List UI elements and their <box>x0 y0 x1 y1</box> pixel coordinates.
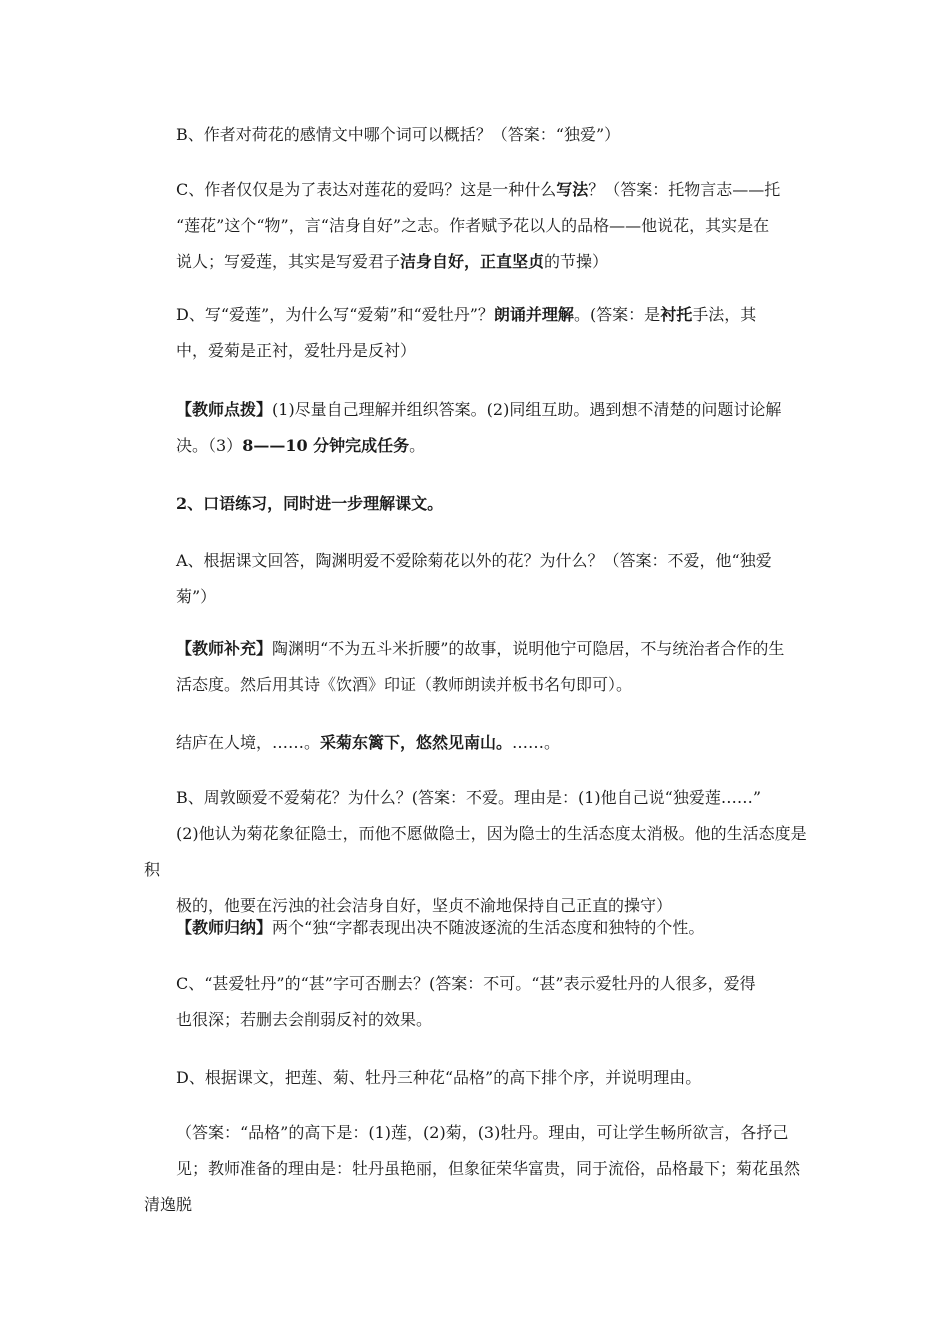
teacher-supplement <box>144 631 808 703</box>
text-run: (2)他认为菊花象征隐士，而他不愿做隐士，因为隐士的生活态度太消极。他的生活态度是积 <box>144 824 807 879</box>
text-line <box>144 117 808 153</box>
text-line <box>144 333 808 369</box>
text-line <box>144 725 808 761</box>
text-run: D、根据课文，把莲、菊、牡丹三种花“品格”的高下排个序，并说明理由。 <box>176 1068 702 1087</box>
text-run: D、写“爱莲”，为什么写“爱菊”和“爱牡丹”？ <box>176 305 494 324</box>
text-line <box>144 208 808 244</box>
text-line <box>144 1115 808 1151</box>
text-run: C、作者仅仅是为了表达对莲花的爱吗？这是一种什么 <box>176 180 557 199</box>
text-run: 也很深；若删去会削弱反衬的效果。 <box>176 1010 433 1029</box>
text-run: 陶渊明“不为五斗米折腰”的故事，说明他宁可隐居，不与统治者合作的生 <box>272 639 785 658</box>
text-run: 活态度。然后用其诗《饮酒》印证（教师朗读并板书名句即可）。 <box>176 675 633 694</box>
text-run: 极的，他要在污浊的社会洁身自好，坚贞不渝地保持自己正直的操守） <box>176 896 673 915</box>
text-line <box>144 1151 808 1223</box>
bold-text: 【教师点拨】 <box>176 400 273 419</box>
question-c <box>144 172 808 280</box>
text-line <box>144 1002 808 1038</box>
answer-d <box>144 1115 808 1223</box>
text-run: (1)尽量自己理解并组织答案。(2)同组互助。遇到想不清楚的问题讨论解 <box>272 400 782 419</box>
text-line <box>144 543 808 579</box>
text-run: A、根据课文回答，陶渊明爱不爱除菊花以外的花？为什么？（答案：不爱，他“独爱 <box>176 551 772 570</box>
bold-text: 洁身自好，正直坚贞 <box>400 252 545 271</box>
text-line <box>144 297 808 333</box>
text-run: B、周敦颐爱不爱菊花？为什么？(答案：不爱。理由是：(1)他自己说“独爱莲……” <box>176 788 762 807</box>
bold-text: 朗诵并理解 <box>493 305 574 324</box>
text-run: 。 <box>409 436 426 455</box>
bold-text: 衬托 <box>660 305 693 324</box>
teacher-summary <box>144 910 808 946</box>
text-run: （答案：“品格”的高下是：(1)莲，(2)菊，(3)牡丹。理由，可让学生畅所欲言，各抒己 <box>176 1123 789 1142</box>
bold-text: 采菊东篱下，悠然见南山。 <box>320 733 513 752</box>
bold-text: 【教师补充】 <box>176 639 273 658</box>
oral-question-a <box>144 543 808 615</box>
text-line <box>144 579 808 615</box>
teacher-tip <box>144 392 808 464</box>
text-line <box>144 392 808 428</box>
poem-quote <box>144 725 808 761</box>
text-run: 结庐在人境，……。 <box>176 733 321 752</box>
text-line <box>144 1060 808 1096</box>
text-run: 的节操） <box>544 252 609 271</box>
text-line <box>144 780 808 816</box>
text-run: 菊”） <box>176 587 217 606</box>
text-run: “莲花”这个“物”，言“洁身自好”之志。作者赋予花以人的品格——他说花，其实是在 <box>176 216 770 235</box>
bold-text: 2、口语练习，同时进一步理解课文。 <box>176 494 444 513</box>
text-line <box>144 428 808 464</box>
text-run: ……。 <box>512 733 561 752</box>
oral-question-b <box>144 780 808 924</box>
text-line <box>144 486 808 522</box>
text-line <box>144 816 808 888</box>
bold-text: 【教师归纳】 <box>176 918 273 937</box>
oral-question-c <box>144 966 808 1038</box>
section-heading <box>144 486 808 522</box>
text-run: 说人；写爱莲，其实是写爱君子 <box>176 252 401 271</box>
question-b <box>144 117 808 153</box>
text-run: C、“甚爱牡丹”的“甚”字可否删去？(答案：不可。“甚”表示爱牡丹的人很多，爱得 <box>176 974 756 993</box>
text-run: 。(答案：是 <box>573 305 661 324</box>
text-run: 中，爱菊是正衬，爱牡丹是反衬） <box>176 341 417 360</box>
text-run: B、作者对荷花的感情文中哪个词可以概括？（答案：“独爱”） <box>176 125 621 144</box>
question-d <box>144 297 808 369</box>
text-line <box>144 667 808 703</box>
text-run: 决。（3） <box>176 436 243 455</box>
oral-question-d <box>144 1060 808 1096</box>
text-line <box>144 631 808 667</box>
text-line <box>144 910 808 946</box>
text-line <box>144 244 808 280</box>
bold-text: 8——10 分钟完成任务 <box>242 436 410 455</box>
text-line <box>144 966 808 1002</box>
text-run: 手法，其 <box>692 305 757 324</box>
text-run: 两个“独“字都表现出决不随波逐流的生活态度和独特的个性。 <box>272 918 705 937</box>
text-run: ？（答案：托物言志——托 <box>588 180 781 199</box>
text-run: 见；教师准备的理由是：牡丹虽艳丽，但象征荣华富贵，同于流俗，品格最下；菊花虽然清逸脱 <box>144 1159 801 1214</box>
bold-text: 写法 <box>556 180 589 199</box>
text-line <box>144 172 808 208</box>
